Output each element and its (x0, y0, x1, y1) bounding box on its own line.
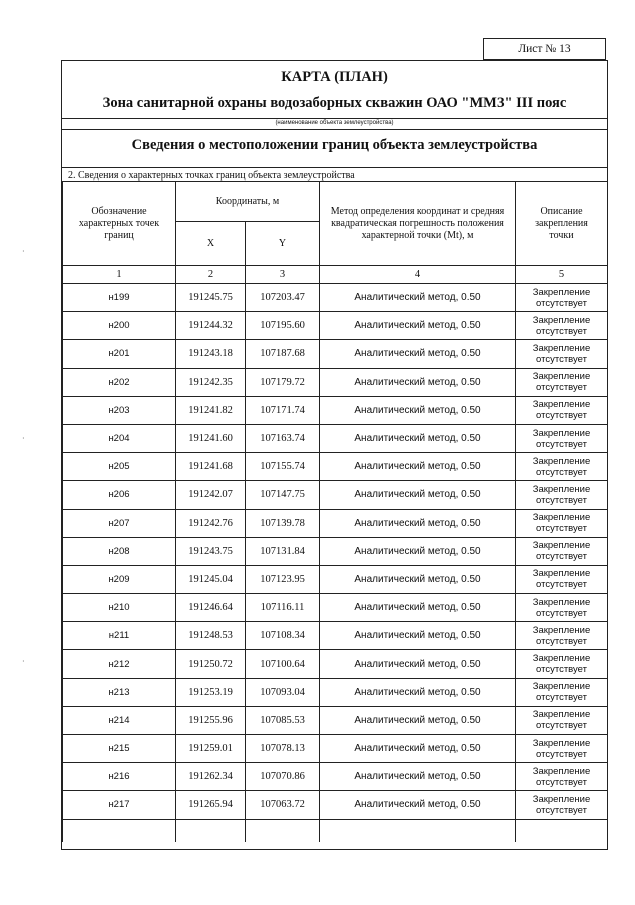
table-row (63, 706, 608, 734)
table-row (63, 537, 608, 565)
y-coordinate-cell: 107063.72 (246, 791, 320, 819)
description-cell: Закрепление отсутствует (516, 453, 608, 481)
description-cell: Закрепление отсутствует (516, 481, 608, 509)
y-coordinate-cell: 107070.86 (246, 763, 320, 791)
method-cell: Аналитический метод, 0.50 (320, 537, 516, 565)
method-cell: Аналитический метод, 0.50 (320, 509, 516, 537)
method-cell: Аналитический метод, 0.50 (320, 481, 516, 509)
method-cell: Аналитический метод, 0.50 (320, 678, 516, 706)
x-coordinate-cell: 191243.18 (176, 340, 246, 368)
description-cell: Закрепление отсутствует (516, 791, 608, 819)
object-name-caption: (наименование объекта землеустройства) (275, 120, 394, 126)
y-coordinate-cell: 107171.74 (246, 396, 320, 424)
description-cell: Закрепление отсутствует (516, 340, 608, 368)
point-id-cell: н215 (63, 735, 176, 763)
empty-cell (176, 819, 246, 842)
point-id-cell: н212 (63, 650, 176, 678)
y-coordinate-cell: 107116.11 (246, 594, 320, 622)
table-row (63, 565, 608, 593)
col-number: 1 (63, 266, 176, 284)
y-coordinate-cell: 107203.47 (246, 284, 320, 312)
description-cell: Закрепление отсутствует (516, 594, 608, 622)
point-id-cell: н208 (63, 537, 176, 565)
method-cell: Аналитический метод, 0.50 (320, 594, 516, 622)
method-cell: Аналитический метод, 0.50 (320, 622, 516, 650)
x-coordinate-cell: 191248.53 (176, 622, 246, 650)
divider (62, 167, 607, 168)
x-coordinate-cell: 191245.04 (176, 565, 246, 593)
empty-cell (320, 819, 516, 842)
y-coordinate-cell: 107093.04 (246, 678, 320, 706)
x-coordinate-cell: 191246.64 (176, 594, 246, 622)
x-coordinate-cell: 191259.01 (176, 735, 246, 763)
col-number: 3 (246, 266, 320, 284)
method-cell: Аналитический метод, 0.50 (320, 340, 516, 368)
point-id-cell: н211 (63, 622, 176, 650)
point-id-cell: н217 (63, 791, 176, 819)
x-coordinate-cell: 191241.82 (176, 396, 246, 424)
empty-cell (63, 819, 176, 842)
col-y-header: Y (246, 222, 320, 266)
y-coordinate-cell: 107108.34 (246, 622, 320, 650)
table-row (63, 284, 608, 312)
scan-mark: · (22, 247, 25, 256)
method-cell: Аналитический метод, 0.50 (320, 735, 516, 763)
table-row (63, 312, 608, 340)
map-title: КАРТА (ПЛАН) (281, 69, 388, 85)
method-cell: Аналитический метод, 0.50 (320, 453, 516, 481)
col-coords-header: Координаты, м (176, 182, 320, 222)
point-id-cell: н210 (63, 594, 176, 622)
x-coordinate-cell: 191250.72 (176, 650, 246, 678)
method-cell: Аналитический метод, 0.50 (320, 424, 516, 452)
y-coordinate-cell: 107078.13 (246, 735, 320, 763)
point-id-cell: н202 (63, 368, 176, 396)
x-coordinate-cell: 191243.75 (176, 537, 246, 565)
table-row (63, 791, 608, 819)
col-designation-header: Обозначение характерных точек границ (63, 182, 176, 266)
section-title: Сведения о местоположении границ объекта землеустройства (131, 137, 538, 153)
x-coordinate-cell: 191241.60 (176, 424, 246, 452)
y-coordinate-cell: 107147.75 (246, 481, 320, 509)
method-cell: Аналитический метод, 0.50 (320, 396, 516, 424)
table-row (63, 735, 608, 763)
y-coordinate-cell: 107155.74 (246, 453, 320, 481)
description-cell: Закрепление отсутствует (516, 763, 608, 791)
x-coordinate-cell: 191242.35 (176, 368, 246, 396)
col-method-header: Метод определения координат и средняя квадратическая погрешность положения характерной точки (Mt), м (320, 182, 516, 266)
table-row (63, 763, 608, 791)
y-coordinate-cell: 107085.53 (246, 706, 320, 734)
col-number: 5 (516, 266, 608, 284)
description-cell: Закрепление отсутствует (516, 565, 608, 593)
x-coordinate-cell: 191244.32 (176, 312, 246, 340)
table-row (63, 340, 608, 368)
y-coordinate-cell: 107195.60 (246, 312, 320, 340)
point-id-cell: н203 (63, 396, 176, 424)
table-row (63, 424, 608, 452)
point-id-cell: н206 (63, 481, 176, 509)
y-coordinate-cell: 107100.64 (246, 650, 320, 678)
description-cell: Закрепление отсутствует (516, 735, 608, 763)
description-cell: Закрепление отсутствует (516, 537, 608, 565)
x-coordinate-cell: 191242.76 (176, 509, 246, 537)
point-id-cell: н216 (63, 763, 176, 791)
y-coordinate-cell: 107163.74 (246, 424, 320, 452)
col-number: 2 (176, 266, 246, 284)
point-id-cell: н205 (63, 453, 176, 481)
method-cell: Аналитический метод, 0.50 (320, 284, 516, 312)
point-id-cell: н199 (63, 284, 176, 312)
description-cell: Закрепление отсутствует (516, 368, 608, 396)
description-cell: Закрепление отсутствует (516, 312, 608, 340)
table-row (63, 594, 608, 622)
method-cell: Аналитический метод, 0.50 (320, 312, 516, 340)
empty-row (63, 819, 608, 842)
point-id-cell: н204 (63, 424, 176, 452)
description-cell: Закрепление отсутствует (516, 622, 608, 650)
description-cell: Закрепление отсутствует (516, 424, 608, 452)
table-row (63, 453, 608, 481)
empty-cell (246, 819, 320, 842)
table-row (63, 396, 608, 424)
table-row (63, 678, 608, 706)
scan-mark: · (22, 434, 25, 443)
document-frame (61, 60, 608, 850)
divider (62, 129, 607, 130)
sheet-number: Лист № 13 (518, 43, 571, 55)
method-cell: Аналитический метод, 0.50 (320, 791, 516, 819)
col-x-header: X (176, 222, 246, 266)
description-cell: Закрепление отсутствует (516, 678, 608, 706)
x-coordinate-cell: 191241.68 (176, 453, 246, 481)
description-cell: Закрепление отсутствует (516, 396, 608, 424)
y-coordinate-cell: 107187.68 (246, 340, 320, 368)
points-table (62, 181, 608, 842)
zone-title: Зона санитарной охраны водозаборных скважин ОАО "ММЗ" III пояс (102, 95, 567, 111)
method-cell: Аналитический метод, 0.50 (320, 706, 516, 734)
table-row (63, 650, 608, 678)
col-description-header: Описание закрепления точки (516, 182, 608, 266)
x-coordinate-cell: 191245.75 (176, 284, 246, 312)
table-row (63, 481, 608, 509)
description-cell: Закрепление отсутствует (516, 509, 608, 537)
description-cell: Закрепление отсутствует (516, 284, 608, 312)
point-id-cell: н200 (63, 312, 176, 340)
point-id-cell: н207 (63, 509, 176, 537)
method-cell: Аналитический метод, 0.50 (320, 763, 516, 791)
x-coordinate-cell: 191262.34 (176, 763, 246, 791)
method-cell: Аналитический метод, 0.50 (320, 368, 516, 396)
table-row (63, 622, 608, 650)
description-cell: Закрепление отсутствует (516, 706, 608, 734)
point-id-cell: н213 (63, 678, 176, 706)
y-coordinate-cell: 107123.95 (246, 565, 320, 593)
x-coordinate-cell: 191242.07 (176, 481, 246, 509)
point-id-cell: н201 (63, 340, 176, 368)
table-row (63, 368, 608, 396)
divider (62, 118, 607, 119)
y-coordinate-cell: 107139.78 (246, 509, 320, 537)
y-coordinate-cell: 107131.84 (246, 537, 320, 565)
point-id-cell: н214 (63, 706, 176, 734)
subsection-title: 2. Сведения о характерных точках границ объекта землеустройства (68, 170, 355, 181)
points-table-body (63, 284, 608, 842)
col-number: 4 (320, 266, 516, 284)
method-cell: Аналитический метод, 0.50 (320, 650, 516, 678)
x-coordinate-cell: 191253.19 (176, 678, 246, 706)
description-cell: Закрепление отсутствует (516, 650, 608, 678)
y-coordinate-cell: 107179.72 (246, 368, 320, 396)
point-id-cell: н209 (63, 565, 176, 593)
scan-mark: · (22, 657, 25, 666)
x-coordinate-cell: 191265.94 (176, 791, 246, 819)
sheet-number-box (483, 38, 606, 60)
method-cell: Аналитический метод, 0.50 (320, 565, 516, 593)
x-coordinate-cell: 191255.96 (176, 706, 246, 734)
empty-cell (516, 819, 608, 842)
table-row (63, 509, 608, 537)
